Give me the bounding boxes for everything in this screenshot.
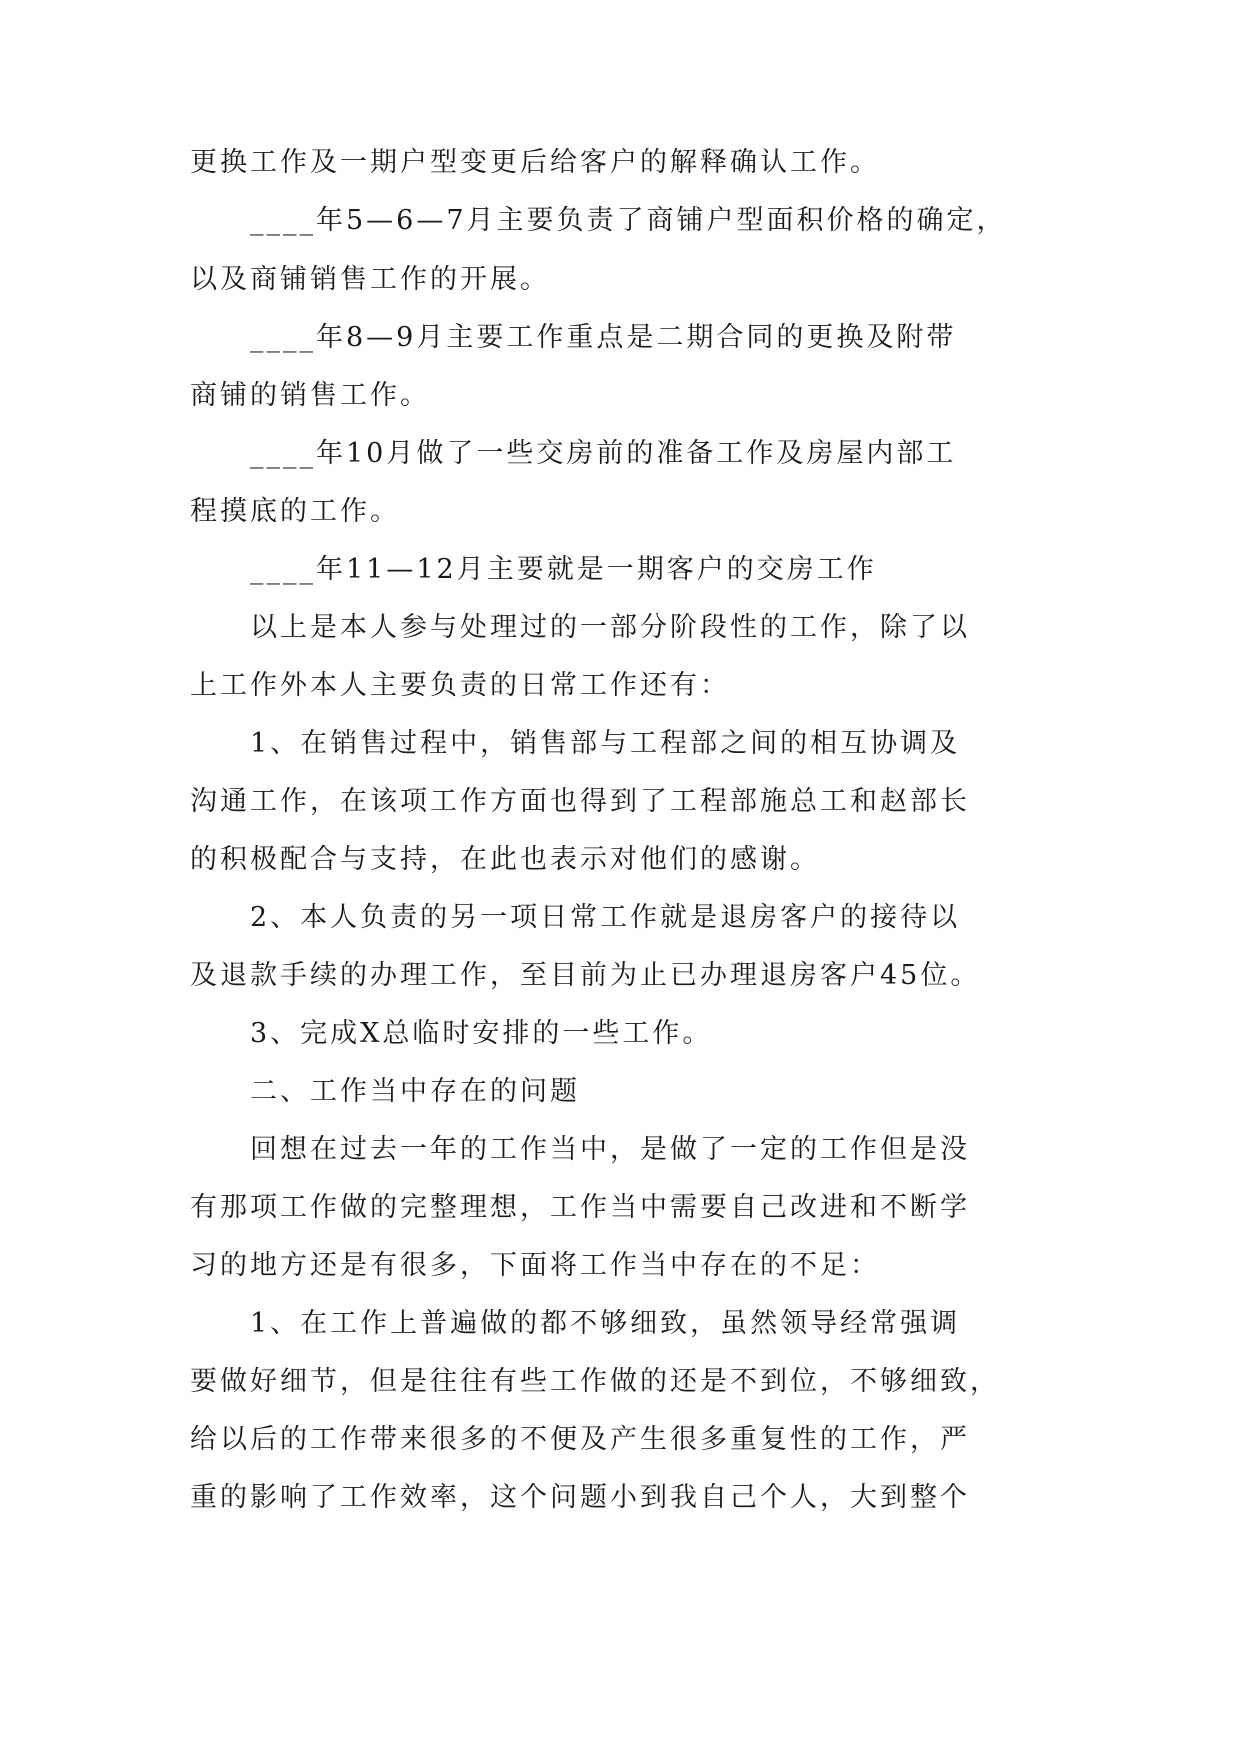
- text-line: 要做好细节，但是往往有些工作做的还是不到位，不够细致，: [190, 1366, 1000, 1397]
- text-line: 程摸底的工作。: [190, 496, 400, 527]
- text-line: 上工作外本人主要负责的日常工作还有：: [190, 670, 730, 701]
- text-line: 有那项工作做的完整理想，工作当中需要自己改进和不断学: [190, 1192, 970, 1223]
- text-line: 商铺的销售工作。: [190, 380, 430, 411]
- section-heading: 二、工作当中存在的问题: [250, 1076, 580, 1107]
- text-line: 的积极配合与支持，在此也表示对他们的感谢。: [190, 844, 820, 875]
- text-line: 1、在工作上普遍做的都不够细致，虽然领导经常强调: [250, 1308, 961, 1339]
- text-line: 3、完成X总临时安排的一些工作。: [250, 1018, 713, 1049]
- text-line: 给以后的工作带来很多的不便及产生很多重复性的工作，严: [190, 1424, 970, 1455]
- text-line: 1、在销售过程中，销售部与工程部之间的相互协调及: [250, 728, 961, 759]
- text-line: ____年5—6—7月主要负责了商铺户型面积价格的确定，: [250, 205, 1007, 236]
- text-line: ____年10月做了一些交房前的准备工作及房屋内部工: [250, 438, 957, 469]
- text-line: 以及商铺销售工作的开展。: [190, 264, 550, 295]
- text-line: 及退款手续的办理工作，至目前为止已办理退房客户45位。: [190, 960, 981, 991]
- text-line: 更换工作及一期户型变更后给客户的解释确认工作。: [190, 147, 880, 178]
- text-line: 重的影响了工作效率，这个问题小到我自己个人，大到整个: [190, 1482, 970, 1513]
- text-line: 沟通工作，在该项工作方面也得到了工程部施总工和赵部长: [190, 786, 970, 817]
- text-line: 回想在过去一年的工作当中，是做了一定的工作但是没: [250, 1134, 970, 1165]
- text-line: 2、本人负责的另一项日常工作就是退房客户的接待以: [250, 902, 961, 933]
- text-line: 习的地方还是有很多，下面将工作当中存在的不足：: [190, 1250, 880, 1281]
- text-line: 以上是本人参与处理过的一部分阶段性的工作，除了以: [250, 612, 970, 643]
- text-line: ____年8—9月主要工作重点是二期合同的更换及附带: [250, 322, 957, 353]
- text-line: ____年11—12月主要就是一期客户的交房工作: [250, 554, 877, 585]
